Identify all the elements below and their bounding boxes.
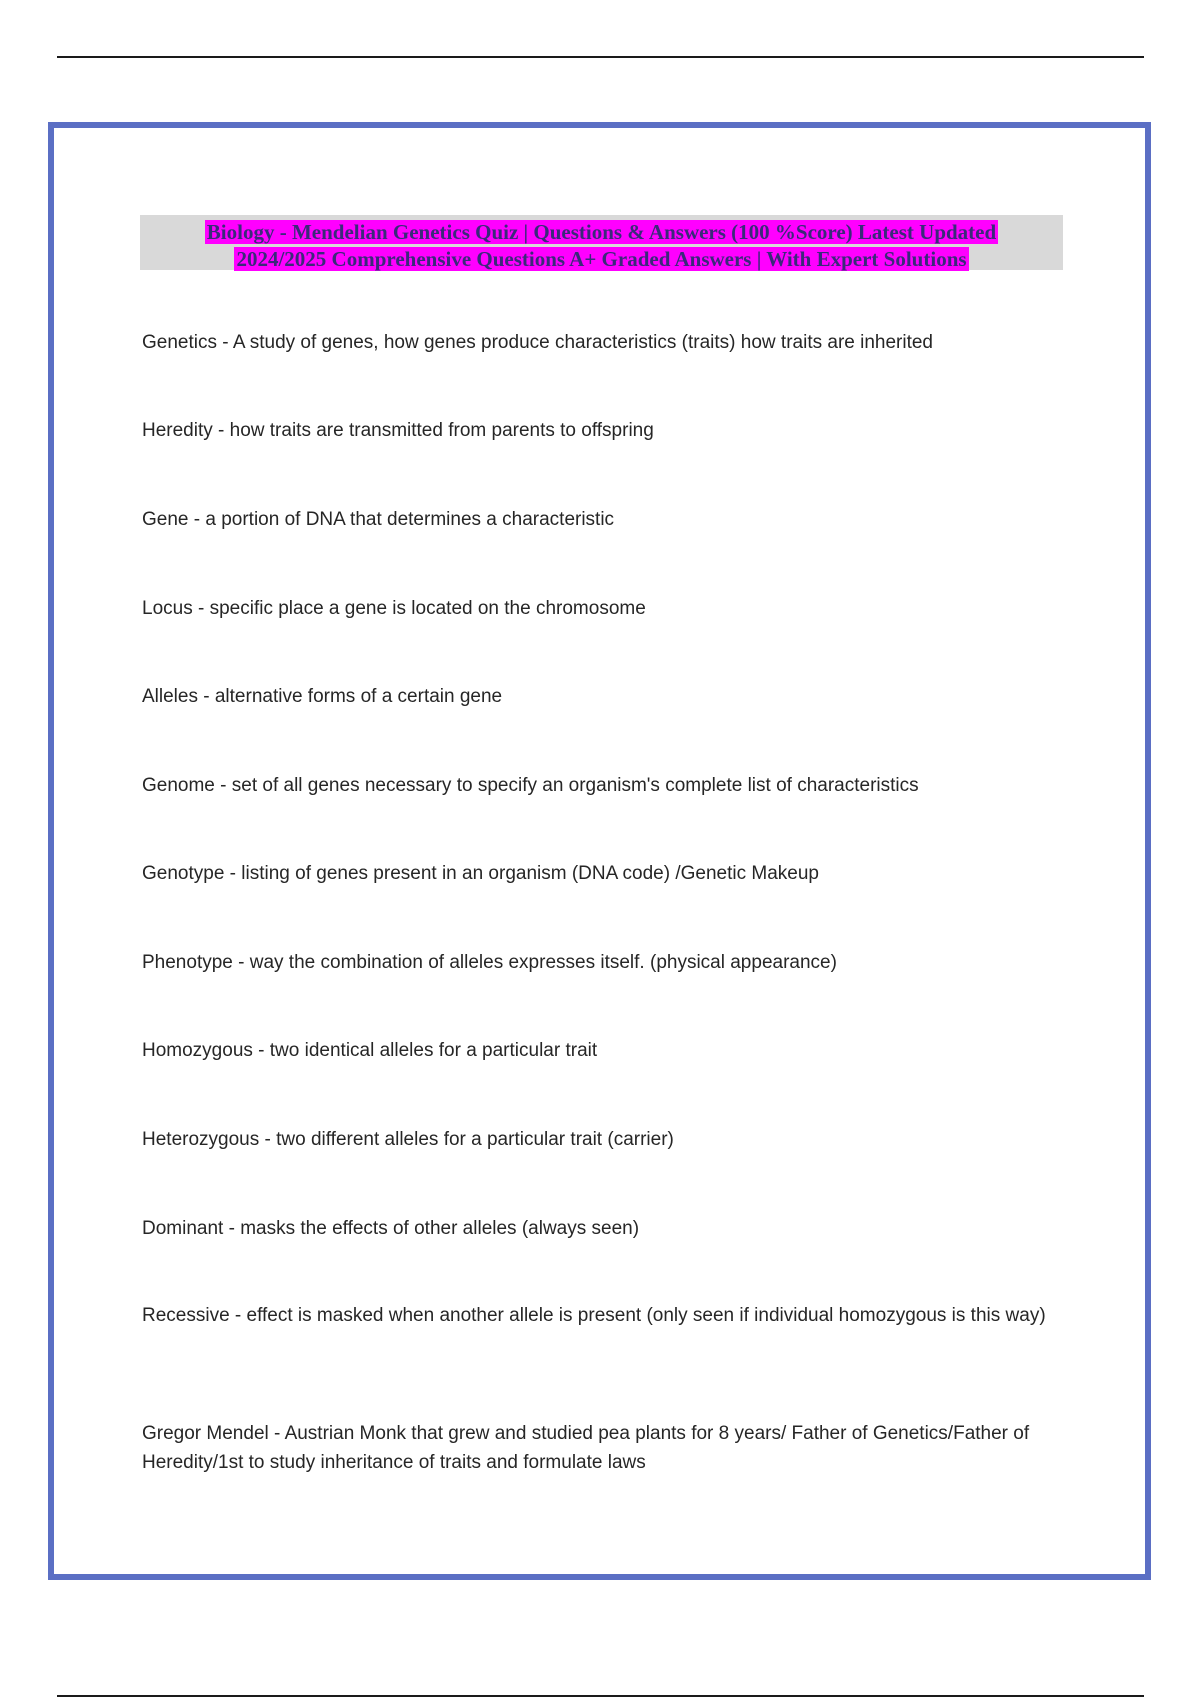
definition-dominant: Dominant - masks the effects of other alleles (always seen) [142, 1218, 640, 1239]
definition-genotype: Genotype - listing of genes present in an organism (DNA code) /Genetic Makeup [142, 863, 819, 884]
definition-gene: Gene - a portion of DNA that determines a characteristic [142, 509, 615, 530]
definition-gregor-mendel: Gregor Mendel - Austrian Monk that grew and studied pea plants for 8 years/ Father of Genetics/Father of Heredity/1st to study inheritance of traits and formulate laws [142, 1423, 1030, 1473]
bottom-rule [57, 1695, 1144, 1697]
definition-alleles: Alleles - alternative forms of a certain gene [142, 686, 503, 707]
definition-heredity: Heredity - how traits are transmitted from parents to offspring [142, 420, 654, 441]
title-line-2: 2024/2025 Comprehensive Questions A+ Graded Answers | With Expert Solutions [236, 247, 967, 271]
title-line-1: Biology - Mendelian Genetics Quiz | Questions & Answers (100 %Score) Latest Updated [206, 220, 997, 244]
definition-genetics: Genetics - A study of genes, how genes produce characteristics (traits) how traits are inherited [142, 332, 933, 353]
definition-genome: Genome - set of all genes necessary to specify an organism's complete list of characteristics [142, 775, 919, 796]
definition-phenotype: Phenotype - way the combination of alleles expresses itself. (physical appearance) [142, 952, 837, 973]
document-title [140, 215, 1063, 270]
definition-recessive: Recessive - effect is masked when another allele is present (only seen if individual homozygous is this way) [142, 1305, 1046, 1326]
top-rule [57, 56, 1144, 58]
definition-homozygous: Homozygous - two identical alleles for a particular trait [142, 1040, 598, 1061]
definition-heterozygous: Heterozygous - two different alleles for a particular trait (carrier) [142, 1129, 674, 1150]
definition-locus: Locus - specific place a gene is located on the chromosome [142, 598, 646, 619]
